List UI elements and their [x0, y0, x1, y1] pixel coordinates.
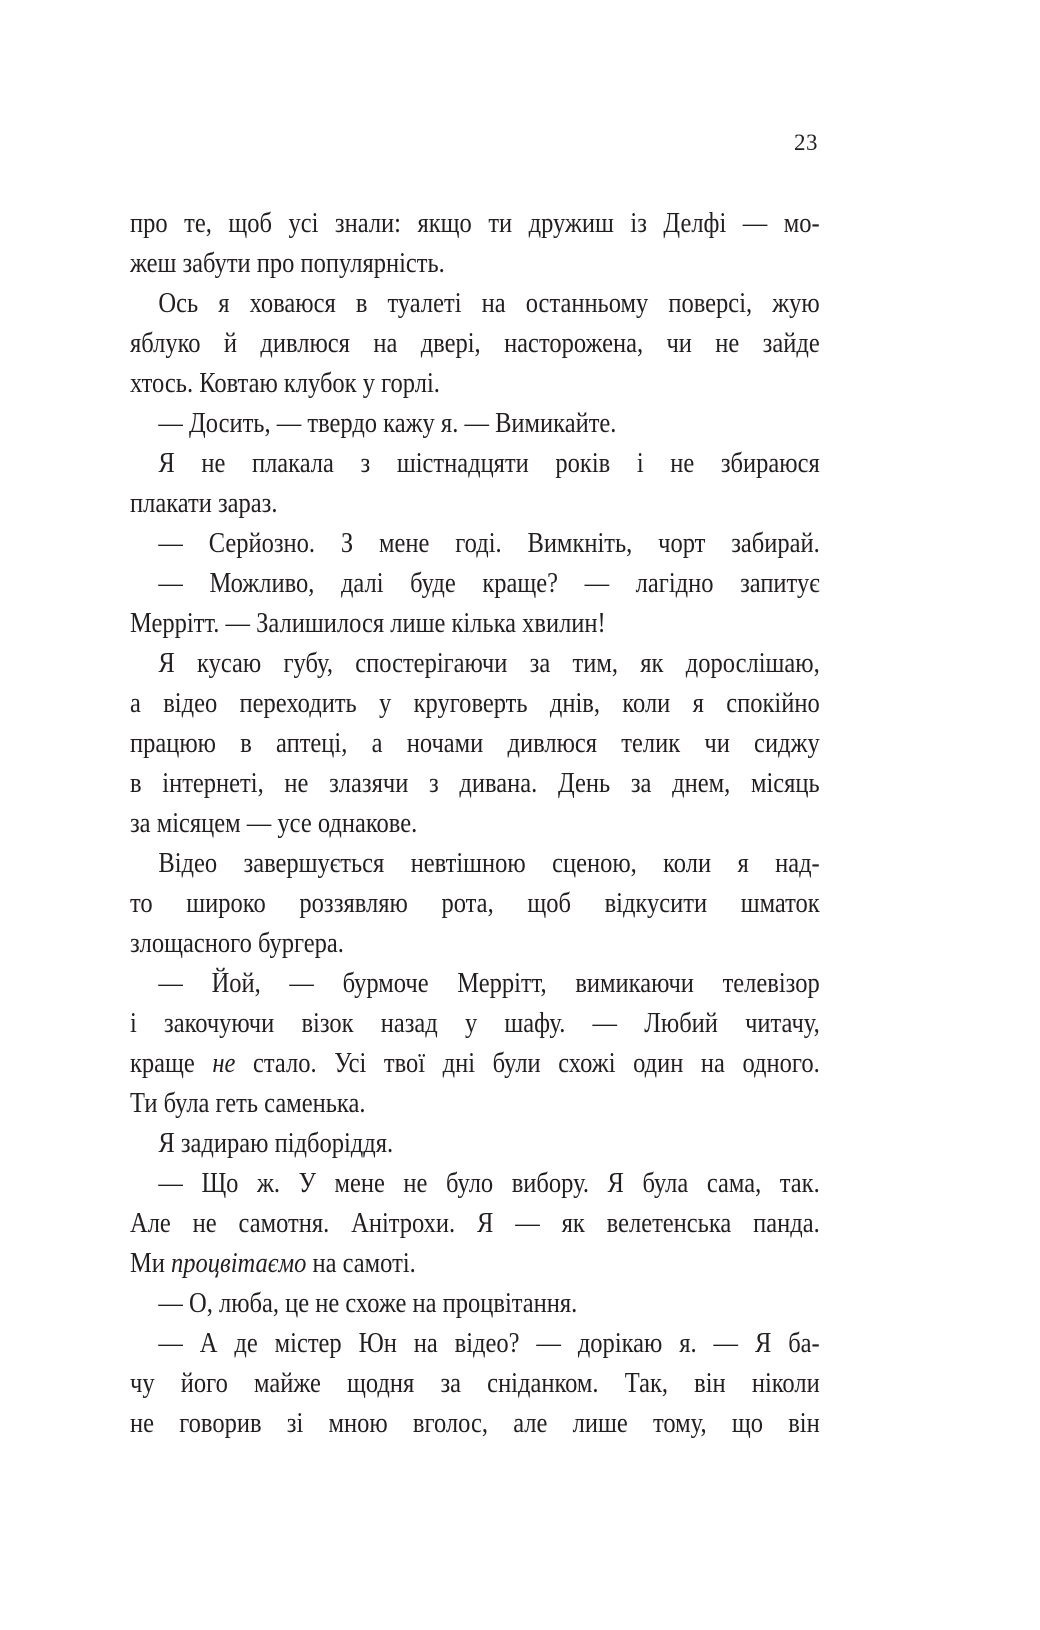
- text-line: — Йой, — бурмоче Меррітт, вимикаючи телевізор: [158, 968, 820, 999]
- text-line: плакати зараз.: [130, 488, 278, 519]
- text-line: злощасного бургера.: [130, 928, 344, 959]
- emphasis-text: процвітаємо: [171, 1248, 307, 1279]
- text-line-with-emphasis: [130, 1044, 820, 1084]
- text-line: Я задираю підборіддя.: [158, 1128, 394, 1159]
- text-segment: стало. Усі твої дні були схожі один на одного.: [235, 1048, 820, 1079]
- text-line: і закочуючи візок назад у шафу. — Любий читачу,: [130, 1008, 820, 1039]
- text-line: а відео переходить у круговерть днів, коли я спокійно: [130, 688, 820, 719]
- text-line: — О, люба, це не схоже на процвітання.: [158, 1288, 578, 1319]
- emphasis-text: не: [212, 1048, 236, 1079]
- text-line: то широко роззявляю рота, щоб відкусити шматок: [130, 888, 820, 919]
- text-segment: на самоті.: [306, 1248, 416, 1279]
- text-line: Я не плакала з шістнадцяти років і не збираюся: [158, 448, 820, 479]
- text-line: працюю в аптеці, а ночами дивлюся телик чи сиджу: [130, 728, 820, 759]
- text-line: не говорив зі мною вголос, але лише тому, що він: [130, 1408, 820, 1439]
- text-line: Ти була геть саменька.: [130, 1088, 366, 1119]
- text-line: — А де містер Юн на відео? — дорікаю я. — Я ба-: [158, 1328, 820, 1359]
- text-line: Відео завершується невтішною сценою, коли я над-: [158, 848, 820, 879]
- text-line: — Серйозно. З мене годі. Вимкніть, чорт забирай.: [158, 528, 820, 559]
- text-line: в інтернеті, не злазячи з дивана. День за днем, місяць: [130, 768, 820, 799]
- body-text: [130, 204, 820, 1444]
- text-line: про те, щоб усі знали: якщо ти дружиш із Делфі — мо-: [130, 208, 820, 239]
- text-line: чу його майже щодня за сніданком. Так, він ніколи: [130, 1368, 820, 1399]
- text-segment: Ми: [130, 1248, 172, 1279]
- text-line: Ось я ховаюся в туалеті на останньому поверсі, жую: [158, 288, 820, 319]
- text-line: — Що ж. У мене не було вибору. Я була сама, так.: [158, 1168, 820, 1199]
- text-line-with-emphasis: [130, 1244, 820, 1284]
- text-line: Я кусаю губу, спостерігаючи за тим, як дорослішаю,: [158, 648, 820, 679]
- text-line: — Можливо, далі буде краще? — лагідно запитує: [158, 568, 820, 599]
- text-line: жеш забути про популярність.: [130, 248, 445, 279]
- text-line: за місяцем — усе однакове.: [130, 808, 418, 839]
- text-line: яблуко й дивлюся на двері, насторожена, чи не зайде: [130, 328, 820, 359]
- text-line: Але не самотня. Анітрохи. Я — як велетенська панда.: [130, 1208, 820, 1239]
- page-number: 23: [794, 130, 818, 155]
- text-line: — Досить, — твердо кажу я. — Вимикайте.: [158, 408, 617, 439]
- text-line: Меррітт. — Залишилося лише кілька хвилин!: [130, 608, 606, 639]
- text-line: хтось. Ковтаю клубок у горлі.: [130, 368, 440, 399]
- text-segment: краще: [130, 1048, 213, 1079]
